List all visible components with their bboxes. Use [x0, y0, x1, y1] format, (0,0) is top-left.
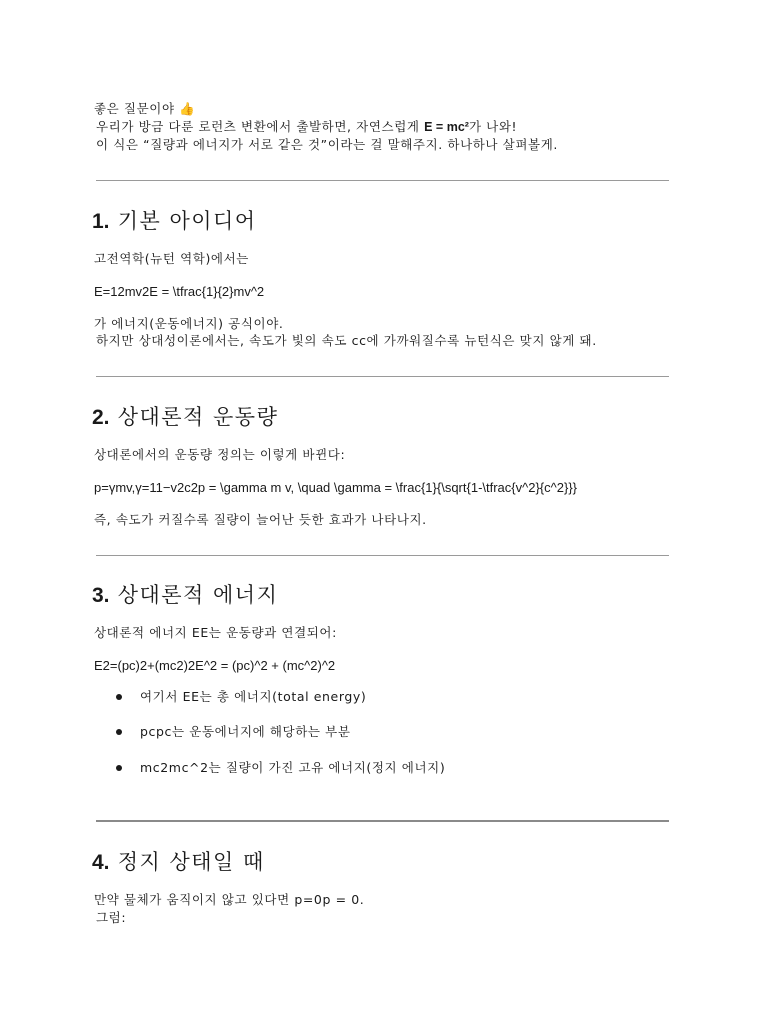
bullet-dot — [116, 729, 122, 735]
section-4-number: 4. — [92, 851, 110, 874]
emc2-bold: E = mc² — [424, 120, 469, 134]
section-4-heading — [92, 849, 265, 876]
section-4-title: 정지 상태일 때 — [117, 850, 265, 874]
section-3-formula: E2=(pc)2+(mc2)2E^2 = (pc)^2 + (mc^2)^2 — [94, 658, 336, 673]
section-2-formula: p=γmv,γ=11−v2c2p = \gamma m v, \quad \gamma = \frac{1}{\sqrt{1-\tfrac{v^2}{c^2}}} — [94, 480, 577, 495]
divider — [96, 376, 669, 377]
section-1-paragraph-2: 가 에너지(운동에너지) 공식이야. — [94, 316, 284, 331]
section-2-paragraph-1: 상대론에서의 운동량 정의는 이렇게 바뀐다: — [94, 447, 346, 462]
section-2-title: 상대론적 운동량 — [117, 405, 279, 429]
section-1-paragraph-1: 고전역학(뉴턴 역학)에서는 — [94, 251, 249, 266]
section-2-number: 2. — [92, 406, 110, 429]
section-2-paragraph-2: 즉, 속도가 커질수록 질량이 늘어난 듯한 효과가 나타나지. — [94, 512, 427, 527]
divider — [96, 820, 669, 822]
intro-line-2 — [96, 119, 517, 135]
section-2-heading — [92, 404, 278, 431]
section-1-paragraph-3: 하지만 상대성이론에서는, 속도가 빛의 속도 cc에 가까워질수록 뉴턴식은 맞지 않게 돼. — [96, 333, 597, 348]
section-1-formula: E=12mv2E = \tfrac{1}{2}mv^2 — [94, 284, 265, 299]
section-4-paragraph-1: 만약 물체가 움직이지 않고 있다면 p=0p = 0. — [94, 892, 365, 907]
list-item-text: 여기서 EE는 총 에너지(total energy) — [140, 689, 367, 704]
divider — [96, 555, 669, 556]
list-item-text: pcpc는 운동에너지에 해당하는 부분 — [140, 724, 351, 739]
section-3-title: 상대론적 에너지 — [117, 583, 279, 607]
section-1-title: 기본 아이디어 — [117, 209, 257, 233]
section-3-number: 3. — [92, 584, 110, 607]
intro-line-2-pre: 우리가 방금 다룬 로런츠 변환에서 출발하면, 자연스럽게 — [96, 119, 425, 134]
intro-line-1: 좋은 질문이야 👍 — [94, 101, 196, 116]
intro-line-2-post: 가 나와! — [468, 119, 518, 134]
section-4-paragraph-2: 그럼: — [96, 910, 127, 925]
divider — [96, 180, 669, 181]
section-1-heading — [92, 208, 257, 235]
section-3-heading — [92, 582, 278, 609]
list-item-text: mc2mc^2는 질량이 가진 고유 에너지(정지 에너지) — [140, 760, 446, 775]
bullet-dot — [116, 694, 122, 700]
section-3-paragraph-1: 상대론적 에너지 EE는 운동량과 연결되어: — [94, 625, 337, 640]
section-1-number: 1. — [92, 210, 110, 233]
intro-line-3: 이 식은 “질량과 에너지가 서로 같은 것”이라는 걸 말해주지. 하나하나 살펴볼게. — [96, 137, 558, 152]
bullet-dot — [116, 765, 122, 771]
